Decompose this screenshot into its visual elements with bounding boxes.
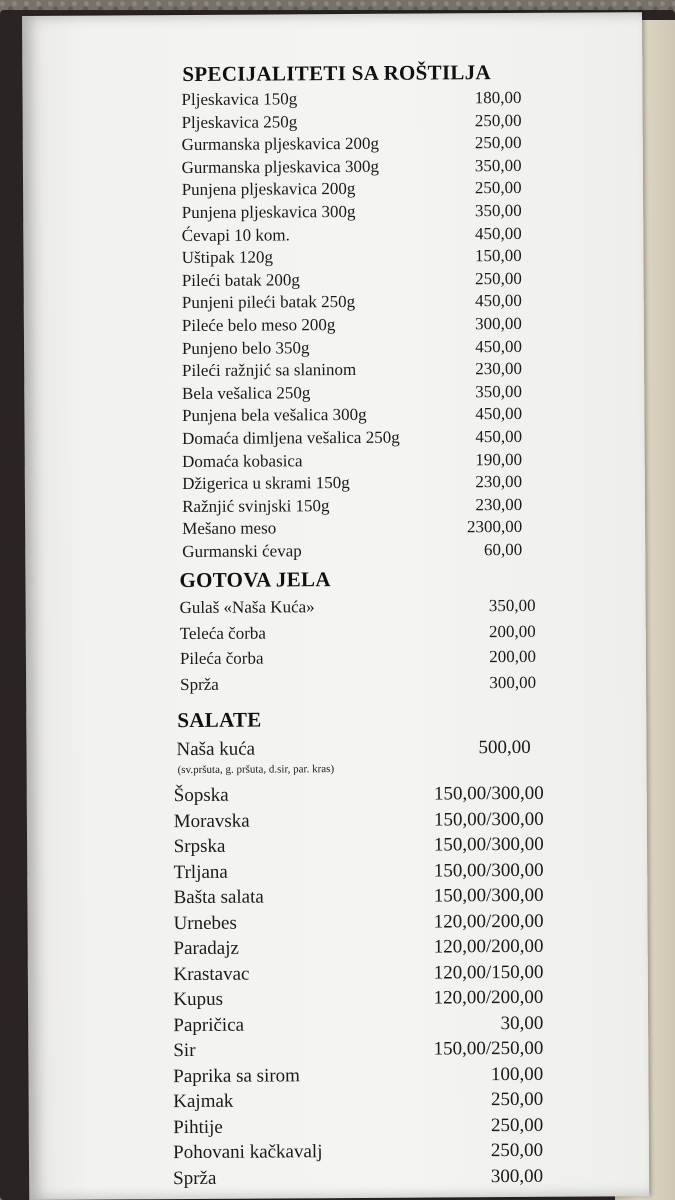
item-name: Bela vešalica 250g: [181, 383, 311, 403]
item-price: 120,00/200,00: [433, 910, 544, 933]
item-price: 60,00: [483, 539, 523, 560]
item-name: Uštipak 120g: [181, 247, 273, 268]
item-name: Punjeno belo 350g: [181, 337, 310, 358]
item-name: Papričica: [173, 1014, 245, 1036]
item-name: Paradajz: [173, 937, 239, 960]
item-name: Kupus: [173, 988, 224, 1011]
item-name: Kajmak: [173, 1090, 234, 1113]
item-price: 200,00: [488, 621, 536, 641]
item-price: 250,00: [490, 1088, 544, 1111]
item-price: 150,00: [474, 246, 522, 266]
item-name: Pljeskavica 250g: [181, 111, 298, 132]
item-name: Gurmanski ćevap: [182, 541, 302, 562]
item-name: Srpska: [173, 835, 226, 858]
item-name: Pljeskavica 150g: [181, 89, 298, 110]
item-price: 150,00/300,00: [433, 782, 544, 805]
item-name: Džigerica u skrami 150g: [182, 473, 350, 494]
item-name: Pohovani kačkavalj: [173, 1141, 323, 1164]
item-name: Urnebes: [173, 912, 237, 934]
item-name: Pileća čorba: [179, 648, 264, 669]
item-price: 350,00: [475, 381, 523, 402]
item-price: 450,00: [475, 426, 523, 447]
item-price: 180,00: [474, 87, 522, 108]
item-name: Mešano meso: [182, 518, 277, 539]
item-name: Moravska: [173, 810, 250, 832]
item-price: 450,00: [475, 404, 523, 424]
item-name: Paprika sa sirom: [173, 1064, 300, 1087]
item-note: (sv.pršuta, g. pršuta, d.sir, par. kras): [177, 763, 335, 777]
item-price: 150,00/300,00: [433, 884, 544, 907]
item-price: 350,00: [474, 200, 522, 221]
item-price: 230,00: [475, 494, 523, 515]
item-name: Punjeni pileći batak 250g: [181, 292, 356, 313]
item-price: 150,00/300,00: [433, 808, 544, 830]
item-name: Punjena bela vešalica 300g: [181, 405, 367, 426]
item-price: 30,00: [500, 1012, 544, 1034]
item-name: Punjena pljeskavica 300g: [181, 201, 356, 223]
item-name: Sir: [173, 1039, 196, 1062]
item-name: Šopska: [173, 784, 229, 807]
item-price: 100,00: [490, 1063, 544, 1085]
item-price: 350,00: [488, 595, 536, 616]
item-price: 450,00: [475, 336, 522, 356]
item-name: Naša kuća: [176, 738, 256, 761]
item-price: 150,00/300,00: [433, 859, 544, 881]
item-price: 2300,00: [466, 517, 523, 537]
item-name: Gurmanska pljeskavica 300g: [181, 156, 380, 177]
item-name: Pileće belo meso 200g: [181, 315, 336, 336]
item-price: 250,00: [490, 1139, 544, 1162]
item-price: 250,00: [474, 133, 522, 153]
item-price: 120,00/150,00: [433, 961, 544, 984]
item-name: Gulaš «Naša Kuća»: [179, 597, 315, 618]
item-price: 500,00: [478, 736, 531, 759]
item-name: Pileći ražnjić sa slaninom: [181, 360, 357, 381]
item-price: 120,00/200,00: [433, 935, 544, 958]
item-name: Pileći batak 200g: [181, 270, 300, 290]
item-price: 120,00/200,00: [433, 986, 544, 1009]
section-title-ready: GOTOVA JELA: [179, 567, 331, 593]
item-name: Punjena pljeskavica 200g: [181, 179, 356, 200]
item-name: Ćevapi 10 kom.: [181, 224, 290, 245]
item-price: 300,00: [489, 672, 537, 692]
item-price: 150,00/250,00: [433, 1037, 544, 1060]
item-price: 450,00: [475, 291, 522, 311]
item-price: 230,00: [475, 359, 523, 379]
item-name: Krastavac: [173, 963, 250, 985]
item-price: 230,00: [475, 472, 523, 492]
item-price: 200,00: [489, 646, 536, 667]
item-price: 190,00: [475, 449, 523, 469]
item-price: 250,00: [490, 1114, 544, 1136]
item-name: Domaća dimljena vešalica 250g: [182, 427, 400, 449]
item-price: 250,00: [474, 110, 522, 130]
item-name: Trljana: [173, 861, 228, 883]
item-price: 250,00: [474, 268, 522, 289]
item-name: Teleća čorba: [179, 623, 266, 643]
section-title-grill: SPECIJALITETI SA ROŠTILJA: [182, 60, 492, 87]
item-name: Bašta salata: [173, 886, 264, 909]
menu-page: [22, 12, 649, 1200]
section-title-salads: SALATE: [177, 707, 262, 733]
item-name: Pihtije: [173, 1116, 223, 1138]
item-price: 250,00: [474, 178, 522, 198]
item-price: 450,00: [474, 223, 522, 243]
item-name: Gurmanska pljeskavica 200g: [181, 134, 379, 155]
item-price: 350,00: [474, 155, 522, 176]
item-name: Sprža: [173, 1167, 217, 1189]
item-price: 300,00: [475, 313, 522, 334]
item-price: 300,00: [490, 1165, 544, 1187]
item-price: 150,00/300,00: [433, 833, 544, 856]
item-name: Sprža: [180, 674, 219, 694]
item-name: Domaća kobasica: [182, 450, 303, 471]
item-name: Ražnjić svinjski 150g: [182, 495, 330, 516]
